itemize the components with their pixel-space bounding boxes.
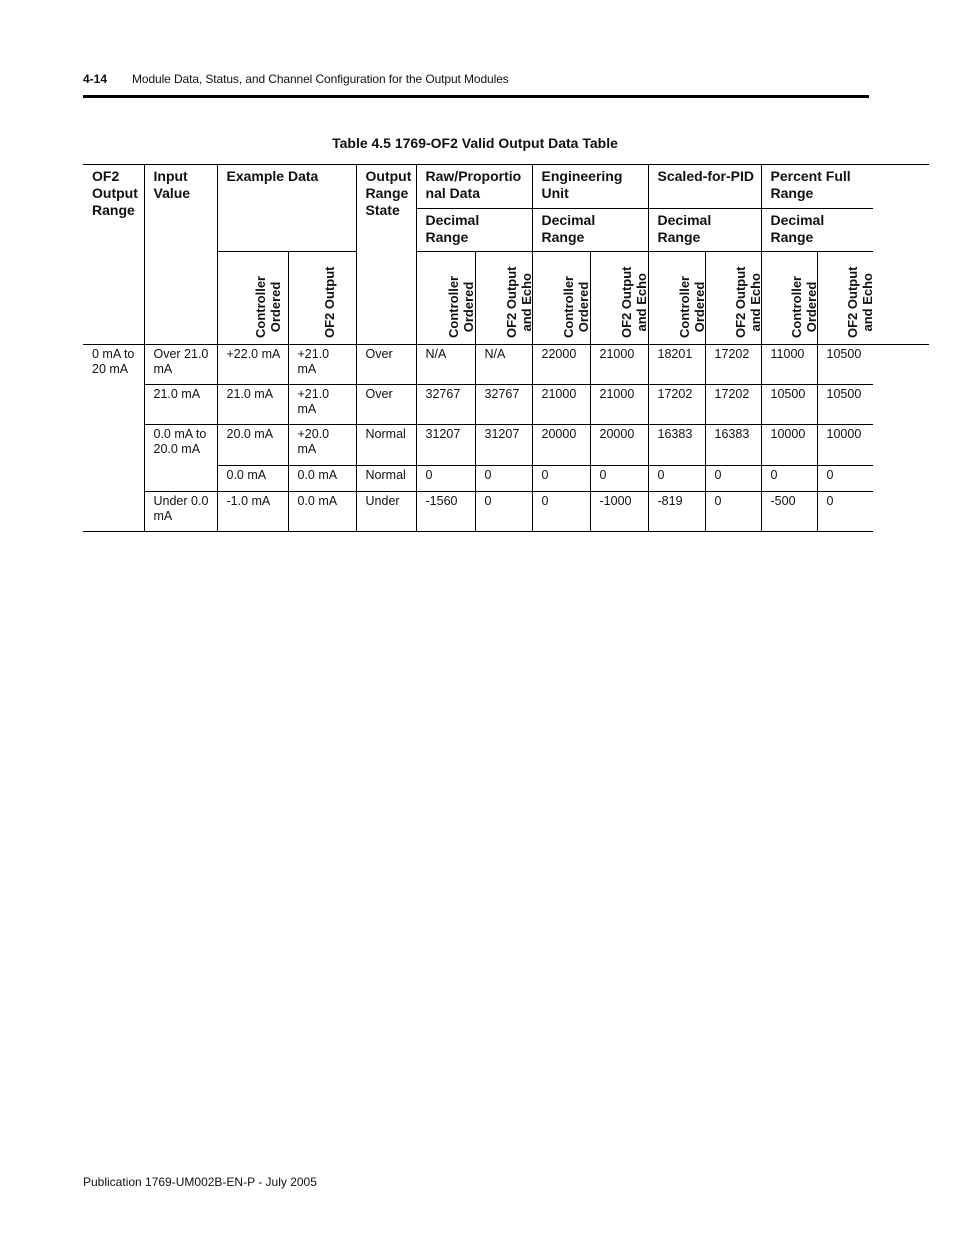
pct-ctrl-cell: 10500: [761, 385, 817, 425]
raw-ctrl-cell: N/A: [416, 345, 475, 385]
pid-echo-cell: 16383: [705, 425, 761, 466]
raw-ctrl-cell: 0: [416, 466, 475, 492]
col-pct-controller-ordered: Controller Ordered: [761, 252, 817, 345]
ex-out-cell: +21.0 mA: [288, 345, 356, 385]
ex-out-cell: +20.0 mA: [288, 425, 356, 466]
pid-ctrl-cell: 18201: [648, 345, 705, 385]
ex-ctrl-cell: 21.0 mA: [217, 385, 288, 425]
eng-echo-cell: 21000: [590, 345, 648, 385]
pct-ctrl-cell: 0: [761, 466, 817, 492]
col-input-value: Input Value: [144, 165, 217, 345]
pct-ctrl-cell: -500: [761, 492, 817, 532]
col-pid-controller-ordered: Controller Ordered: [648, 252, 705, 345]
col-percent-full-range: Percent Full Range: [761, 165, 873, 209]
col-scaled-for-pid: Scaled-for-PID: [648, 165, 761, 209]
ex-out-cell: 0.0 mA: [288, 466, 356, 492]
state-cell: Under: [356, 492, 416, 532]
raw-echo-cell: N/A: [475, 345, 532, 385]
pid-ctrl-cell: -819: [648, 492, 705, 532]
col-example-data: Example Data: [217, 165, 356, 252]
eng-ctrl-cell: 0: [532, 492, 590, 532]
ex-out-cell: 0.0 mA: [288, 492, 356, 532]
page-number: 4-14: [83, 72, 108, 86]
raw-echo-cell: 0: [475, 466, 532, 492]
col-output-range-state: Output Range State: [356, 165, 416, 345]
pid-ctrl-cell: 16383: [648, 425, 705, 466]
pct-echo-cell: 0: [817, 492, 873, 532]
eng-echo-cell: 20000: [590, 425, 648, 466]
pid-echo-cell: 0: [705, 492, 761, 532]
pid-echo-cell: 17202: [705, 345, 761, 385]
eng-echo-cell: 21000: [590, 385, 648, 425]
table-row: [83, 345, 929, 385]
eng-ctrl-cell: 22000: [532, 345, 590, 385]
ex-ctrl-cell: 0.0 mA: [217, 466, 288, 492]
state-cell: Normal: [356, 466, 416, 492]
col-decimal-range-eng: Decimal Range: [532, 209, 648, 252]
eng-ctrl-cell: 0: [532, 466, 590, 492]
col-example-of2-output: OF2 Output: [288, 252, 356, 345]
col-decimal-range-raw: Decimal Range: [416, 209, 532, 252]
pid-ctrl-cell: 0: [648, 466, 705, 492]
input-cell: Under 0.0 mA: [144, 492, 217, 532]
col-eng-of2-output-echo: OF2 Output and Echo: [590, 252, 648, 345]
pct-ctrl-cell: 10000: [761, 425, 817, 466]
pct-ctrl-cell: 11000: [761, 345, 817, 385]
eng-echo-cell: 0: [590, 466, 648, 492]
col-decimal-range-pct: Decimal Range: [761, 209, 873, 252]
table-caption: Table 4.5 1769-OF2 Valid Output Data Table: [332, 135, 618, 151]
col-pid-of2-output-echo: OF2 Output and Echo: [705, 252, 761, 345]
state-cell: Over: [356, 385, 416, 425]
col-of2-output-range: OF2 Output Range: [83, 165, 144, 345]
table-row: [83, 385, 929, 425]
table-row: [83, 425, 929, 466]
eng-echo-cell: -1000: [590, 492, 648, 532]
input-cell: 0.0 mA to 20.0 mA: [144, 425, 217, 492]
pid-ctrl-cell: 17202: [648, 385, 705, 425]
col-pct-of2-output-echo: OF2 Output and Echo: [817, 252, 873, 345]
col-raw-controller-ordered: Controller Ordered: [416, 252, 475, 345]
pct-echo-cell: 10500: [817, 385, 873, 425]
pid-echo-cell: 0: [705, 466, 761, 492]
state-cell: Over: [356, 345, 416, 385]
table-row: [83, 492, 929, 532]
raw-echo-cell: 0: [475, 492, 532, 532]
pct-echo-cell: 10000: [817, 425, 873, 466]
pct-echo-cell: 0: [817, 466, 873, 492]
pid-echo-cell: 17202: [705, 385, 761, 425]
ex-ctrl-cell: -1.0 mA: [217, 492, 288, 532]
col-raw-of2-output-echo: OF2 Output and Echo: [475, 252, 532, 345]
range-cell: 0 mA to 20 mA: [83, 345, 144, 532]
raw-ctrl-cell: -1560: [416, 492, 475, 532]
eng-ctrl-cell: 20000: [532, 425, 590, 466]
col-raw-proportional: Raw/Proportio nal Data: [416, 165, 532, 209]
input-cell: Over 21.0 mA: [144, 345, 217, 385]
raw-ctrl-cell: 31207: [416, 425, 475, 466]
raw-echo-cell: 31207: [475, 425, 532, 466]
raw-ctrl-cell: 32767: [416, 385, 475, 425]
col-eng-controller-ordered: Controller Ordered: [532, 252, 590, 345]
col-engineering-unit: Engineering Unit: [532, 165, 648, 209]
col-decimal-range-pid: Decimal Range: [648, 209, 761, 252]
header-row-1: [83, 165, 929, 209]
col-example-controller-ordered: Controller Ordered: [217, 252, 288, 345]
input-cell: 21.0 mA: [144, 385, 217, 425]
section-title: Module Data, Status, and Channel Configuration for the Output Modules: [132, 72, 509, 86]
output-data-table: [83, 164, 929, 532]
raw-echo-cell: 32767: [475, 385, 532, 425]
ex-ctrl-cell: 20.0 mA: [217, 425, 288, 466]
ex-ctrl-cell: +22.0 mA: [217, 345, 288, 385]
eng-ctrl-cell: 21000: [532, 385, 590, 425]
ex-out-cell: +21.0 mA: [288, 385, 356, 425]
page-footer: Publication 1769-UM002B-EN-P - July 2005: [83, 1175, 317, 1189]
state-cell: Normal: [356, 425, 416, 466]
pct-echo-cell: 10500: [817, 345, 873, 385]
header-rule: [83, 95, 869, 98]
